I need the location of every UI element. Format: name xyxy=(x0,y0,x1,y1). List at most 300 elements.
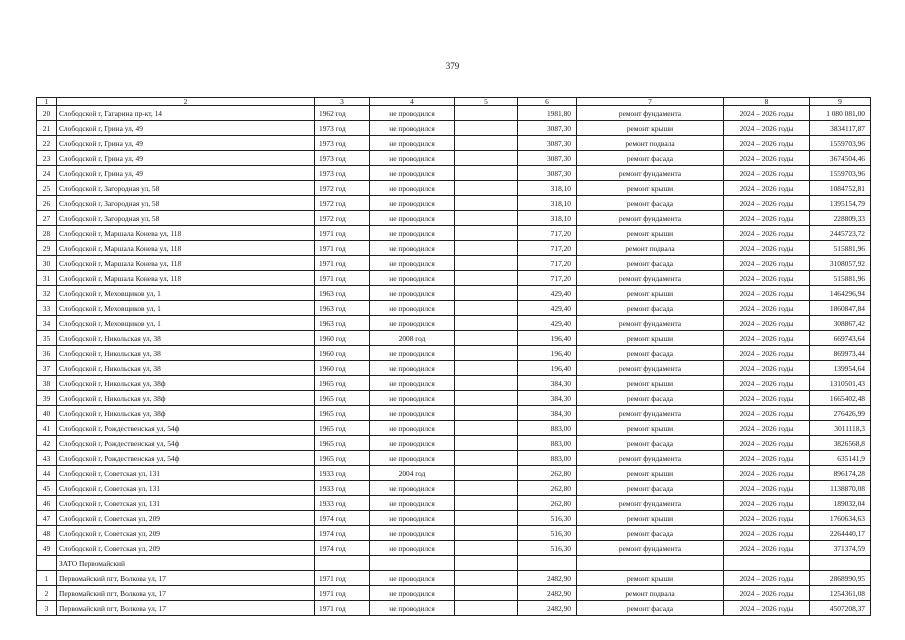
last-repair-year-cell: не проводился xyxy=(370,166,455,181)
row-number-cell: 43 xyxy=(37,451,57,466)
area-cell: 883,00 xyxy=(518,436,577,451)
row-number-cell: 40 xyxy=(37,406,57,421)
row-number-cell: 36 xyxy=(37,346,57,361)
work-type-cell: ремонт фундамента xyxy=(577,106,724,121)
table-row xyxy=(37,496,871,511)
row-number-cell: 37 xyxy=(37,361,57,376)
area-cell: 516,30 xyxy=(518,526,577,541)
empty-col-cell xyxy=(455,286,518,301)
last-repair-year-cell: 2008 год xyxy=(370,331,455,346)
cost-cell: 1464296,94 xyxy=(810,286,871,301)
section-empty-cell xyxy=(518,556,577,571)
row-number-cell: 33 xyxy=(37,301,57,316)
work-type-cell: ремонт фасада xyxy=(577,601,724,616)
table-row xyxy=(37,331,871,346)
table-row xyxy=(37,391,871,406)
period-cell: 2024 – 2026 годы xyxy=(724,241,810,256)
period-cell: 2024 – 2026 годы xyxy=(724,586,810,601)
table-row xyxy=(37,406,871,421)
last-repair-year-cell: не проводился xyxy=(370,526,455,541)
row-number-cell: 28 xyxy=(37,226,57,241)
row-number-cell: 45 xyxy=(37,481,57,496)
build-year-cell: 1973 год xyxy=(315,136,370,151)
work-type-cell: ремонт крыши xyxy=(577,466,724,481)
area-cell: 3087,30 xyxy=(518,151,577,166)
section-empty-cell xyxy=(315,556,370,571)
build-year-cell: 1963 год xyxy=(315,316,370,331)
empty-col-cell xyxy=(455,271,518,286)
area-cell: 429,40 xyxy=(518,301,577,316)
area-cell: 2482,90 xyxy=(518,571,577,586)
column-header-6: 6 xyxy=(518,98,577,106)
table-row xyxy=(37,361,871,376)
empty-col-cell xyxy=(455,121,518,136)
section-empty-cell xyxy=(37,556,57,571)
table-row xyxy=(37,226,871,241)
column-header-8: 8 xyxy=(724,98,810,106)
period-cell: 2024 – 2026 годы xyxy=(724,541,810,556)
work-type-cell: ремонт крыши xyxy=(577,376,724,391)
last-repair-year-cell: не проводился xyxy=(370,601,455,616)
empty-col-cell xyxy=(455,526,518,541)
work-type-cell: ремонт фундамента xyxy=(577,271,724,286)
cost-cell: 139954,64 xyxy=(810,361,871,376)
area-cell: 196,40 xyxy=(518,331,577,346)
area-cell: 196,40 xyxy=(518,361,577,376)
row-number-cell: 47 xyxy=(37,511,57,526)
empty-col-cell xyxy=(455,391,518,406)
area-cell: 384,30 xyxy=(518,406,577,421)
column-header-1: 1 xyxy=(37,98,57,106)
address-cell: Слободской г, Рождественская ул, 54ф xyxy=(57,421,315,436)
column-header-7: 7 xyxy=(577,98,724,106)
work-type-cell: ремонт крыши xyxy=(577,121,724,136)
work-type-cell: ремонт фасада xyxy=(577,391,724,406)
last-repair-year-cell: не проводился xyxy=(370,181,455,196)
build-year-cell: 1965 год xyxy=(315,436,370,451)
build-year-cell: 1963 год xyxy=(315,286,370,301)
table-row xyxy=(37,601,871,616)
row-number-cell: 38 xyxy=(37,376,57,391)
cost-cell: 1395154,79 xyxy=(810,196,871,211)
cost-cell: 1559703,96 xyxy=(810,136,871,151)
last-repair-year-cell: не проводился xyxy=(370,391,455,406)
table-row xyxy=(37,541,871,556)
column-header-9: 9 xyxy=(810,98,871,106)
cost-cell: 1310501,43 xyxy=(810,376,871,391)
period-cell: 2024 – 2026 годы xyxy=(724,601,810,616)
table-row xyxy=(37,481,871,496)
build-year-cell: 1974 год xyxy=(315,541,370,556)
period-cell: 2024 – 2026 годы xyxy=(724,436,810,451)
address-cell: Слободской г, Меховщиков ул, 1 xyxy=(57,286,315,301)
empty-col-cell xyxy=(455,256,518,271)
table-row xyxy=(37,271,871,286)
table-row xyxy=(37,286,871,301)
address-cell: Слободской г, Никольская ул, 38ф xyxy=(57,406,315,421)
address-cell: Слободской г, Гагарина пр-кт, 14 xyxy=(57,106,315,121)
area-cell: 3087,30 xyxy=(518,166,577,181)
cost-cell: 1559703,96 xyxy=(810,166,871,181)
area-cell: 717,20 xyxy=(518,256,577,271)
period-cell: 2024 – 2026 годы xyxy=(724,361,810,376)
build-year-cell: 1962 год xyxy=(315,106,370,121)
last-repair-year-cell: не проводился xyxy=(370,256,455,271)
work-type-cell: ремонт подвала xyxy=(577,241,724,256)
address-cell: Слободской г, Советская ул, 131 xyxy=(57,481,315,496)
empty-col-cell xyxy=(455,211,518,226)
area-cell: 318,10 xyxy=(518,181,577,196)
section-empty-cell xyxy=(810,556,871,571)
build-year-cell: 1971 год xyxy=(315,241,370,256)
area-cell: 516,30 xyxy=(518,511,577,526)
period-cell: 2024 – 2026 годы xyxy=(724,286,810,301)
section-empty-cell xyxy=(577,556,724,571)
period-cell: 2024 – 2026 годы xyxy=(724,391,810,406)
work-type-cell: ремонт фундамента xyxy=(577,406,724,421)
row-number-cell: 42 xyxy=(37,436,57,451)
work-type-cell: ремонт фасада xyxy=(577,196,724,211)
section-zato xyxy=(37,556,871,571)
address-cell: Первомайский пгт, Волкова ул, 17 xyxy=(57,601,315,616)
empty-col-cell xyxy=(455,136,518,151)
empty-col-cell xyxy=(455,406,518,421)
header-row xyxy=(37,98,871,106)
address-cell: Слободской г, Грина ул, 49 xyxy=(57,136,315,151)
row-number-cell: 21 xyxy=(37,121,57,136)
period-cell: 2024 – 2026 годы xyxy=(724,316,810,331)
last-repair-year-cell: не проводился xyxy=(370,481,455,496)
table-row xyxy=(37,256,871,271)
empty-col-cell xyxy=(455,196,518,211)
work-type-cell: ремонт фундамента xyxy=(577,316,724,331)
work-type-cell: ремонт фундамента xyxy=(577,166,724,181)
section-empty-cell xyxy=(455,556,518,571)
work-type-cell: ремонт фундамента xyxy=(577,211,724,226)
area-cell: 516,30 xyxy=(518,541,577,556)
table-row xyxy=(37,466,871,481)
address-cell: Слободской г, Никольская ул, 38 xyxy=(57,346,315,361)
build-year-cell: 1933 год xyxy=(315,496,370,511)
work-type-cell: ремонт крыши xyxy=(577,181,724,196)
build-year-cell: 1960 год xyxy=(315,361,370,376)
last-repair-year-cell: не проводился xyxy=(370,241,455,256)
last-repair-year-cell: не проводился xyxy=(370,346,455,361)
table-body-zato xyxy=(37,571,871,616)
cost-cell: 3674504,46 xyxy=(810,151,871,166)
address-cell: Слободской г, Советская ул, 209 xyxy=(57,541,315,556)
build-year-cell: 1965 год xyxy=(315,421,370,436)
build-year-cell: 1973 год xyxy=(315,151,370,166)
cost-cell: 189032,04 xyxy=(810,496,871,511)
build-year-cell: 1971 год xyxy=(315,226,370,241)
address-cell: Слободской г, Рождественская ул, 54ф xyxy=(57,436,315,451)
table-row xyxy=(37,451,871,466)
last-repair-year-cell: 2004 год xyxy=(370,466,455,481)
empty-col-cell xyxy=(455,376,518,391)
table-row xyxy=(37,106,871,121)
last-repair-year-cell: не проводился xyxy=(370,301,455,316)
work-type-cell: ремонт фасада xyxy=(577,346,724,361)
cost-cell: 1084752,81 xyxy=(810,181,871,196)
row-number-cell: 39 xyxy=(37,391,57,406)
address-cell: Слободской г, Маршала Конева ул, 118 xyxy=(57,271,315,286)
last-repair-year-cell: не проводился xyxy=(370,316,455,331)
area-cell: 262,80 xyxy=(518,466,577,481)
address-cell: Слободской г, Советская ул, 209 xyxy=(57,511,315,526)
period-cell: 2024 – 2026 годы xyxy=(724,106,810,121)
area-cell: 717,20 xyxy=(518,271,577,286)
work-type-cell: ремонт фундамента xyxy=(577,541,724,556)
period-cell: 2024 – 2026 годы xyxy=(724,496,810,511)
cost-cell: 3011118,3 xyxy=(810,421,871,436)
row-number-cell: 30 xyxy=(37,256,57,271)
row-number-cell: 34 xyxy=(37,316,57,331)
area-cell: 883,00 xyxy=(518,421,577,436)
build-year-cell: 1933 год xyxy=(315,481,370,496)
area-cell: 2482,90 xyxy=(518,586,577,601)
last-repair-year-cell: не проводился xyxy=(370,541,455,556)
empty-col-cell xyxy=(455,346,518,361)
address-cell: Слободской г, Меховщиков ул, 1 xyxy=(57,316,315,331)
address-cell: Слободской г, Никольская ул, 38ф xyxy=(57,376,315,391)
cost-cell: 515881,96 xyxy=(810,241,871,256)
table-row xyxy=(37,196,871,211)
build-year-cell: 1974 год xyxy=(315,511,370,526)
cost-cell: 869973,44 xyxy=(810,346,871,361)
section-title: ЗАТО Первомайский xyxy=(57,556,315,571)
empty-col-cell xyxy=(455,421,518,436)
cost-cell: 2868990,95 xyxy=(810,571,871,586)
section-row xyxy=(37,556,871,571)
row-number-cell: 24 xyxy=(37,166,57,181)
build-year-cell: 1960 год xyxy=(315,346,370,361)
address-cell: Слободской г, Маршала Конева ул, 118 xyxy=(57,241,315,256)
empty-col-cell xyxy=(455,586,518,601)
cost-cell: 1138870,08 xyxy=(810,481,871,496)
cost-cell: 896174,28 xyxy=(810,466,871,481)
empty-col-cell xyxy=(455,316,518,331)
empty-col-cell xyxy=(455,181,518,196)
area-cell: 3087,30 xyxy=(518,136,577,151)
period-cell: 2024 – 2026 годы xyxy=(724,376,810,391)
section-empty-cell xyxy=(370,556,455,571)
period-cell: 2024 – 2026 годы xyxy=(724,271,810,286)
period-cell: 2024 – 2026 годы xyxy=(724,226,810,241)
table-row xyxy=(37,376,871,391)
period-cell: 2024 – 2026 годы xyxy=(724,301,810,316)
last-repair-year-cell: не проводился xyxy=(370,496,455,511)
address-cell: Слободской г, Загородная ул, 58 xyxy=(57,211,315,226)
row-number-cell: 46 xyxy=(37,496,57,511)
build-year-cell: 1972 год xyxy=(315,211,370,226)
period-cell: 2024 – 2026 годы xyxy=(724,121,810,136)
period-cell: 2024 – 2026 годы xyxy=(724,196,810,211)
address-cell: Первомайский пгт, Волкова ул, 17 xyxy=(57,586,315,601)
area-cell: 1981,80 xyxy=(518,106,577,121)
empty-col-cell xyxy=(455,451,518,466)
area-cell: 262,80 xyxy=(518,481,577,496)
row-number-cell: 32 xyxy=(37,286,57,301)
empty-col-cell xyxy=(455,241,518,256)
build-year-cell: 1972 год xyxy=(315,181,370,196)
work-type-cell: ремонт фундамента xyxy=(577,451,724,466)
last-repair-year-cell: не проводился xyxy=(370,361,455,376)
row-number-cell: 23 xyxy=(37,151,57,166)
empty-col-cell xyxy=(455,436,518,451)
empty-col-cell xyxy=(455,361,518,376)
build-year-cell: 1963 год xyxy=(315,301,370,316)
empty-col-cell xyxy=(455,151,518,166)
row-number-cell: 35 xyxy=(37,331,57,346)
cost-cell: 2445723,72 xyxy=(810,226,871,241)
work-type-cell: ремонт подвала xyxy=(577,136,724,151)
work-type-cell: ремонт фасада xyxy=(577,526,724,541)
area-cell: 717,20 xyxy=(518,226,577,241)
empty-col-cell xyxy=(455,301,518,316)
build-year-cell: 1965 год xyxy=(315,406,370,421)
work-type-cell: ремонт крыши xyxy=(577,511,724,526)
area-cell: 3087,30 xyxy=(518,121,577,136)
period-cell: 2024 – 2026 годы xyxy=(724,526,810,541)
address-cell: Слободской г, Советская ул, 131 xyxy=(57,466,315,481)
address-cell: Слободской г, Маршала Конева ул, 118 xyxy=(57,226,315,241)
period-cell: 2024 – 2026 годы xyxy=(724,346,810,361)
build-year-cell: 1972 год xyxy=(315,196,370,211)
last-repair-year-cell: не проводился xyxy=(370,376,455,391)
period-cell: 2024 – 2026 годы xyxy=(724,331,810,346)
area-cell: 318,10 xyxy=(518,196,577,211)
work-type-cell: ремонт крыши xyxy=(577,286,724,301)
area-cell: 2482,90 xyxy=(518,601,577,616)
last-repair-year-cell: не проводился xyxy=(370,271,455,286)
empty-col-cell xyxy=(455,481,518,496)
build-year-cell: 1965 год xyxy=(315,376,370,391)
table-row xyxy=(37,586,871,601)
address-cell: Слободской г, Грина ул, 49 xyxy=(57,121,315,136)
work-type-cell: ремонт фундамента xyxy=(577,361,724,376)
address-cell: Слободской г, Загородная ул, 58 xyxy=(57,181,315,196)
build-year-cell: 1971 год xyxy=(315,601,370,616)
address-cell: Слободской г, Грина ул, 49 xyxy=(57,166,315,181)
column-header-4: 4 xyxy=(370,98,455,106)
cost-cell: 2264440,17 xyxy=(810,526,871,541)
work-type-cell: ремонт подвала xyxy=(577,586,724,601)
cost-cell: 371374,59 xyxy=(810,541,871,556)
address-cell: Слободской г, Советская ул, 131 xyxy=(57,496,315,511)
last-repair-year-cell: не проводился xyxy=(370,406,455,421)
area-cell: 318,10 xyxy=(518,211,577,226)
empty-col-cell xyxy=(455,106,518,121)
build-year-cell: 1974 год xyxy=(315,526,370,541)
last-repair-year-cell: не проводился xyxy=(370,436,455,451)
work-type-cell: ремонт фасада xyxy=(577,301,724,316)
address-cell: Слободской г, Никольская ул, 38 xyxy=(57,331,315,346)
row-number-cell: 29 xyxy=(37,241,57,256)
period-cell: 2024 – 2026 годы xyxy=(724,406,810,421)
address-cell: Первомайский пгт, Волкова ул, 17 xyxy=(57,571,315,586)
last-repair-year-cell: не проводился xyxy=(370,586,455,601)
column-header-5: 5 xyxy=(455,98,518,106)
last-repair-year-cell: не проводился xyxy=(370,151,455,166)
last-repair-year-cell: не проводился xyxy=(370,196,455,211)
work-type-cell: ремонт фасада xyxy=(577,481,724,496)
table-row xyxy=(37,181,871,196)
last-repair-year-cell: не проводился xyxy=(370,121,455,136)
cost-cell: 4507208,37 xyxy=(810,601,871,616)
column-header-3: 3 xyxy=(315,98,370,106)
build-year-cell: 1971 год xyxy=(315,271,370,286)
period-cell: 2024 – 2026 годы xyxy=(724,571,810,586)
row-number-cell: 31 xyxy=(37,271,57,286)
empty-col-cell xyxy=(455,226,518,241)
row-number-cell: 1 xyxy=(37,571,57,586)
row-number-cell: 44 xyxy=(37,466,57,481)
build-year-cell: 1965 год xyxy=(315,451,370,466)
address-cell: Слободской г, Грина ул, 49 xyxy=(57,151,315,166)
work-type-cell: ремонт фундамента xyxy=(577,496,724,511)
table-row xyxy=(37,301,871,316)
row-number-cell: 27 xyxy=(37,211,57,226)
empty-col-cell xyxy=(455,496,518,511)
build-year-cell: 1960 год xyxy=(315,331,370,346)
table-row xyxy=(37,121,871,136)
empty-col-cell xyxy=(455,571,518,586)
last-repair-year-cell: не проводился xyxy=(370,106,455,121)
capital-repair-table xyxy=(36,97,871,616)
row-number-cell: 25 xyxy=(37,181,57,196)
period-cell: 2024 – 2026 годы xyxy=(724,136,810,151)
period-cell: 2024 – 2026 годы xyxy=(724,511,810,526)
last-repair-year-cell: не проводился xyxy=(370,451,455,466)
last-repair-year-cell: не проводился xyxy=(370,136,455,151)
empty-col-cell xyxy=(455,331,518,346)
area-cell: 262,80 xyxy=(518,496,577,511)
address-cell: Слободской г, Никольская ул, 38 xyxy=(57,361,315,376)
table-row xyxy=(37,421,871,436)
area-cell: 429,40 xyxy=(518,316,577,331)
empty-col-cell xyxy=(455,511,518,526)
table-row xyxy=(37,151,871,166)
row-number-cell: 22 xyxy=(37,136,57,151)
address-cell: Слободской г, Загородная ул, 58 xyxy=(57,196,315,211)
area-cell: 429,40 xyxy=(518,286,577,301)
column-header-2: 2 xyxy=(57,98,315,106)
work-type-cell: ремонт фасада xyxy=(577,256,724,271)
section-empty-cell xyxy=(724,556,810,571)
period-cell: 2024 – 2026 годы xyxy=(724,211,810,226)
last-repair-year-cell: не проводился xyxy=(370,511,455,526)
row-number-cell: 20 xyxy=(37,106,57,121)
cost-cell: 228809,33 xyxy=(810,211,871,226)
address-cell: Слободской г, Рождественская ул, 54ф xyxy=(57,451,315,466)
row-number-cell: 3 xyxy=(37,601,57,616)
work-type-cell: ремонт фасада xyxy=(577,436,724,451)
area-cell: 883,00 xyxy=(518,451,577,466)
cost-cell: 1 080 081,00 xyxy=(810,106,871,121)
table-body xyxy=(37,106,871,556)
row-number-cell: 48 xyxy=(37,526,57,541)
address-cell: Слободской г, Никольская ул, 38ф xyxy=(57,391,315,406)
table-row xyxy=(37,166,871,181)
table-row xyxy=(37,316,871,331)
table-row xyxy=(37,511,871,526)
page-number: 379 xyxy=(445,61,460,71)
address-cell: Слободской г, Маршала Конева ул, 118 xyxy=(57,256,315,271)
period-cell: 2024 – 2026 годы xyxy=(724,181,810,196)
column-number-header xyxy=(37,98,871,106)
empty-col-cell xyxy=(455,601,518,616)
